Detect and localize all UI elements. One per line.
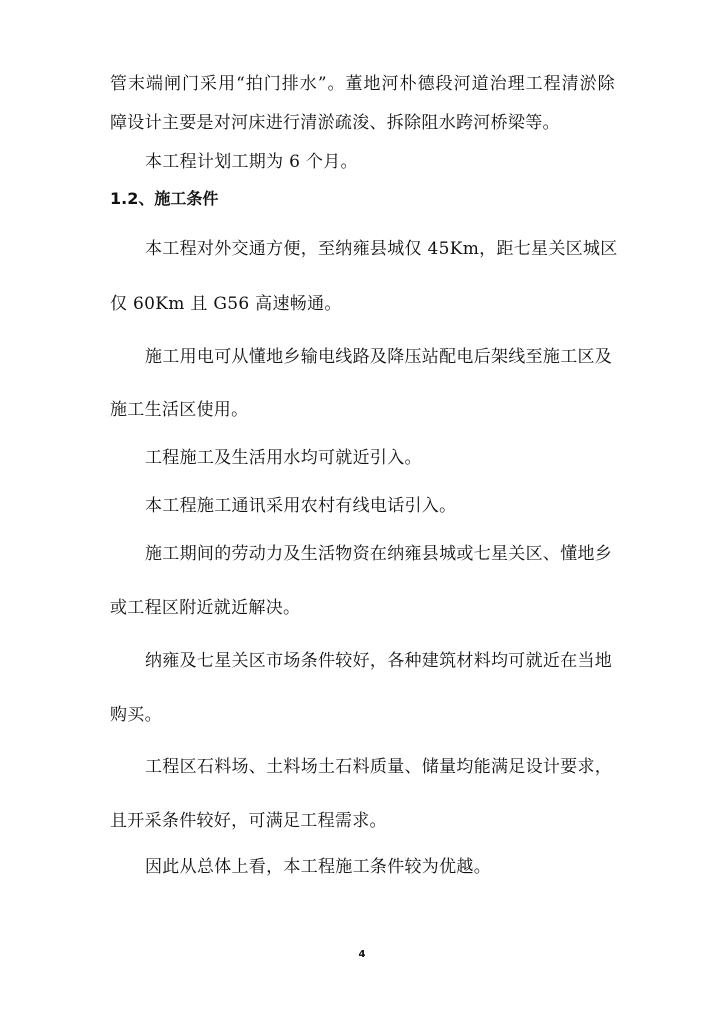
paragraph-line: 工程施工及生活用水均可就近引入。 [145, 448, 422, 468]
paragraph-line: 纳雍及七星关区市场条件较好，各种建筑材料均可就近在当地 [145, 651, 613, 671]
section-heading: 1.2、施工条件 [110, 189, 219, 208]
paragraph-line: 工程区石料场、土料场土石料质量、储量均能满足设计要求， [145, 757, 613, 777]
paragraph-line: 或工程区附近就近解决。 [110, 598, 301, 618]
paragraph-line: 且开采条件较好，可满足工程需求。 [110, 811, 387, 831]
paragraph-line: 施工用电可从懂地乡输电线路及降压站配电后架线至施工区及 [145, 347, 613, 367]
paragraph-line: 本工程施工通讯采用农村有线电话引入。 [145, 496, 457, 516]
paragraph-line: 障设计主要是对河床进行清淤疏浚、拆除阻水跨河桥梁等。 [110, 113, 560, 133]
paragraph-line: 仅 60Km 且 G56 高速畅通。 [110, 294, 342, 314]
paragraph-line: 本工程计划工期为 6 个月。 [145, 152, 358, 172]
paragraph-line: 本工程对外交通方便，至纳雍县城仅 45Km，距七星关区城区 [145, 239, 618, 259]
paragraph-line: 管末端闸门采用“拍门排水”。董地河朴德段河道治理工程清淤除 [110, 74, 615, 94]
paragraph-line: 施工期间的劳动力及生活物资在纳雍县城或七星关区、懂地乡 [145, 544, 613, 564]
paragraph-line: 购买。 [110, 705, 162, 725]
paragraph-line: 施工生活区使用。 [110, 400, 249, 420]
paragraph-line: 因此从总体上看，本工程施工条件较为优越。 [145, 857, 491, 877]
page-number: 4 [358, 949, 366, 960]
